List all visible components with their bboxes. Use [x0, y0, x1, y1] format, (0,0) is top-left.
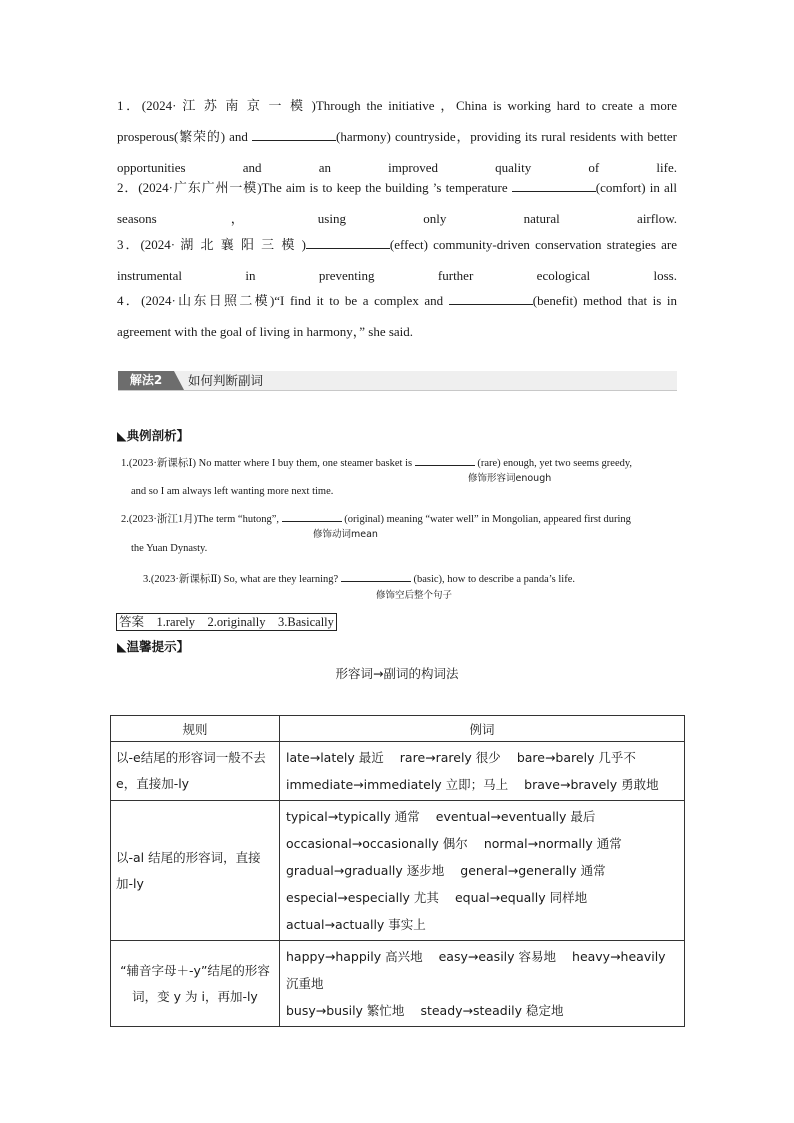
question-text: 1．(2024· 江 苏 南 京 一 模 )Through the initiative ，China is working hard to create a more prosperous(繁荣的) and	[117, 98, 677, 144]
answer-blank[interactable]	[341, 569, 411, 582]
rule-cell: “辅音字母＋-y”结尾的形容词，变 y 为 i，再加-ly	[111, 941, 280, 1027]
section-tag: 解法2	[118, 371, 174, 390]
section-title: 如何判断副词	[188, 373, 264, 388]
table-row	[111, 742, 685, 801]
typical-heading: ◣典例剖析】	[117, 428, 190, 443]
answer-box: 答案 1.rarely 2.originally 3.Basically	[116, 613, 337, 631]
table-header-row	[111, 716, 685, 742]
example-note: 修饰形容词enough	[468, 473, 552, 484]
section-header	[118, 371, 677, 391]
question-text: (comfort) in all seasons，using only natural airflow.	[117, 180, 677, 226]
examples-cell: happy→happily 高兴地 easy→easily 容易地 heavy→heavily 沉重地 busy→busily 繁忙地 steady→steadily 稳定地	[280, 941, 685, 1027]
answer-blank[interactable]	[449, 292, 533, 305]
header-rule: 规则	[111, 716, 280, 742]
question-1	[117, 90, 677, 183]
table-row	[111, 801, 685, 941]
rule-cell: 以-e结尾的形容词一般不去 e，直接加-ly	[111, 742, 280, 801]
example-continuation: the Yuan Dynasty.	[131, 543, 208, 554]
example-3: 3.(2023·新课标Ⅱ) So, what are they learning? (basic), how to describe a panda’s life.	[143, 569, 575, 587]
answer-blank[interactable]	[306, 236, 390, 249]
answer-blank[interactable]	[282, 509, 342, 522]
word-formation-table	[110, 715, 685, 1027]
question-3	[117, 229, 677, 291]
tips-heading: ◣温馨提示】	[117, 639, 190, 654]
answer-blank[interactable]	[252, 128, 336, 141]
answer-blank[interactable]	[512, 179, 596, 192]
example-2: 2.(2023·浙江1月)The term “hutong”, (original) meaning “water well” in Mongolian, appeared first during	[121, 509, 631, 527]
question-text: 3．(2024· 湖 北 襄 阳 三 模 )	[117, 237, 306, 252]
example-continuation: and so I am always left wanting more next time.	[131, 486, 334, 497]
question-text: (benefit) method that is in agreement with the goal of living in harmony，” she said.	[117, 293, 677, 339]
question-2	[117, 172, 677, 234]
question-text: (harmony) countryside，providing its rural residents with better opportunities and an improved quality of life.	[117, 129, 677, 175]
question-text: 4．(2024·山东日照二模)“I find it to be a complex and	[117, 293, 449, 308]
answer-blank[interactable]	[415, 453, 475, 466]
table-row	[111, 941, 685, 1027]
table-title: 形容词→副词的构词法	[335, 666, 459, 681]
example-1: 1.(2023·新课标Ⅰ) No matter where I buy them, one steamer basket is (rare) enough, yet two seems greedy,	[121, 453, 632, 471]
question-4	[117, 285, 677, 347]
question-text: 2．(2024·广东广州一模)The aim is to keep the building ’s temperature	[117, 180, 512, 195]
examples-cell: late→lately 最近 rare→rarely 很少 bare→barely 几乎不 immediate→immediately 立即；马上 brave→bravely 勇敢地	[280, 742, 685, 801]
question-text: (effect) community-driven conservation strategies are instrumental in preventing further ecological loss.	[117, 237, 677, 283]
header-examples: 例词	[280, 716, 685, 742]
rule-cell: 以-al 结尾的形容词，直接加-ly	[111, 801, 280, 941]
example-note: 修饰动词mean	[313, 529, 378, 540]
example-note: 修饰空后整个句子	[376, 590, 453, 601]
examples-cell: typical→typically 通常 eventual→eventually 最后 occasional→occasionally 偶尔 normal→normally 通常 gradual→gradually 逐步地 general→generally 通常 especial→especially 尤其 equal→equally 同样地 actual→actually 事实上	[280, 801, 685, 941]
